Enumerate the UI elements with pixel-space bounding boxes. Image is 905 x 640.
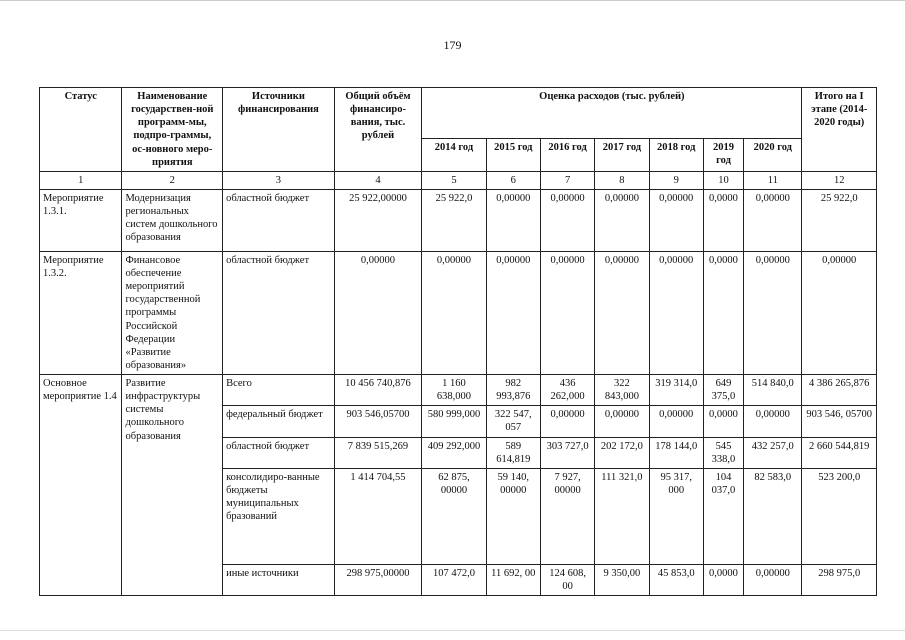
- group-status: Основное мероприятие 1.4: [40, 375, 122, 596]
- header-status: Статус: [40, 88, 122, 172]
- row-y2014: 1 160 638,000: [422, 375, 486, 406]
- row-source: Всего: [223, 375, 335, 406]
- row-y2016: 7 927, 00000: [540, 468, 594, 564]
- col-number: 10: [703, 171, 743, 189]
- row-name: Модернизация региональных систем дошкольного образования: [122, 189, 223, 251]
- row-y2017: 202 172,0: [595, 437, 649, 468]
- row-y2018: 319 314,0: [649, 375, 703, 406]
- row-total: 10 456 740,876: [334, 375, 422, 406]
- row-source: иные источники: [223, 564, 335, 595]
- header-stage: Итого на I этапе (2014-2020 годы): [802, 88, 877, 172]
- financing-table: [39, 87, 877, 596]
- header-year: 2017 год: [595, 139, 649, 172]
- scan-bottom-edge: [0, 630, 905, 631]
- row-total: 903 546,05700: [334, 406, 422, 437]
- row-y2016: 0,00000: [540, 406, 594, 437]
- row-y2016: 436 262,000: [540, 375, 594, 406]
- header-year: 2015 год: [486, 139, 540, 172]
- header-row-1: [40, 88, 877, 139]
- row-y2019: 0,0000: [703, 189, 743, 251]
- row-y2017: 9 350,00: [595, 564, 649, 595]
- row-y2015: 59 140, 00000: [486, 468, 540, 564]
- header-year: 2020 год: [744, 139, 802, 172]
- row-y2015: 982 993,876: [486, 375, 540, 406]
- row-y2016: 124 608, 00: [540, 564, 594, 595]
- table-row: [40, 189, 877, 251]
- header-year: 2014 год: [422, 139, 486, 172]
- row-total: 25 922,00000: [334, 189, 422, 251]
- col-number: 4: [334, 171, 422, 189]
- row-y2020: 432 257,0: [744, 437, 802, 468]
- row-y2018: 0,00000: [649, 189, 703, 251]
- row-stage: 2 660 544,819: [802, 437, 877, 468]
- row-y2015: 322 547, 057: [486, 406, 540, 437]
- row-source: областной бюджет: [223, 251, 335, 374]
- col-number: 12: [802, 171, 877, 189]
- row-y2020: 0,00000: [744, 564, 802, 595]
- row-y2017: 0,00000: [595, 189, 649, 251]
- header-total: Общий объём финансиро-вания, тыс. рублей: [334, 88, 422, 172]
- row-status: Мероприятие 1.3.1.: [40, 189, 122, 251]
- row-y2018: 0,00000: [649, 406, 703, 437]
- col-number: 11: [744, 171, 802, 189]
- row-total: 298 975,00000: [334, 564, 422, 595]
- row-y2018: 0,00000: [649, 251, 703, 374]
- header-year: 2018 год: [649, 139, 703, 172]
- header-year: 2016 год: [540, 139, 594, 172]
- row-y2016: 0,00000: [540, 189, 594, 251]
- col-number: 6: [486, 171, 540, 189]
- row-y2014: 25 922,0: [422, 189, 486, 251]
- row-stage: 0,00000: [802, 251, 877, 374]
- col-number: 2: [122, 171, 223, 189]
- col-number: 5: [422, 171, 486, 189]
- col-number: 3: [223, 171, 335, 189]
- row-stage: 298 975,0: [802, 564, 877, 595]
- col-number: 8: [595, 171, 649, 189]
- row-y2019: 0,0000: [703, 406, 743, 437]
- row-y2019: 0,0000: [703, 564, 743, 595]
- row-y2018: 178 144,0: [649, 437, 703, 468]
- row-y2020: 0,00000: [744, 189, 802, 251]
- row-y2015: 589 614,819: [486, 437, 540, 468]
- row-y2014: 0,00000: [422, 251, 486, 374]
- col-number: 1: [40, 171, 122, 189]
- row-y2019: 649 375,0: [703, 375, 743, 406]
- row-y2014: 107 472,0: [422, 564, 486, 595]
- row-y2019: 104 037,0: [703, 468, 743, 564]
- row-y2014: 580 999,000: [422, 406, 486, 437]
- row-total: 7 839 515,269: [334, 437, 422, 468]
- header-sources: Источники финансирования: [223, 88, 335, 172]
- row-y2015: 0,00000: [486, 189, 540, 251]
- row-status: Мероприятие 1.3.2.: [40, 251, 122, 374]
- page-number: 179: [443, 38, 462, 52]
- row-source: областной бюджет: [223, 437, 335, 468]
- row-source: областной бюджет: [223, 189, 335, 251]
- row-y2015: 11 692, 00: [486, 564, 540, 595]
- table-row: [40, 375, 877, 406]
- row-y2019: 0,0000: [703, 251, 743, 374]
- row-y2016: 303 727,0: [540, 437, 594, 468]
- row-y2020: 514 840,0: [744, 375, 802, 406]
- group-name: Развитие инфраструктуры системы дошкольного образования: [122, 375, 223, 596]
- row-total: 1 414 704,55: [334, 468, 422, 564]
- column-number-row: [40, 171, 877, 189]
- header-estimate: Оценка расходов (тыс. рублей): [422, 88, 802, 139]
- row-y2017: 322 843,000: [595, 375, 649, 406]
- row-y2014: 62 875, 00000: [422, 468, 486, 564]
- row-y2016: 0,00000: [540, 251, 594, 374]
- row-y2017: 111 321,0: [595, 468, 649, 564]
- row-source: федеральный бюджет: [223, 406, 335, 437]
- row-y2018: 45 853,0: [649, 564, 703, 595]
- row-y2017: 0,00000: [595, 406, 649, 437]
- row-y2020: 0,00000: [744, 406, 802, 437]
- row-y2017: 0,00000: [595, 251, 649, 374]
- row-y2019: 545 338,0: [703, 437, 743, 468]
- row-stage: 4 386 265,876: [802, 375, 877, 406]
- row-y2020: 0,00000: [744, 251, 802, 374]
- header-name: Наименование государствен-ной программ-мы, подпро-граммы, ос-новного меро-приятия: [122, 88, 223, 172]
- row-y2014: 409 292,000: [422, 437, 486, 468]
- table-row: [40, 251, 877, 374]
- row-total: 0,00000: [334, 251, 422, 374]
- row-name: Финансовое обеспечение мероприятий государственной программы Российской Федерации «Развитие образования»: [122, 251, 223, 374]
- col-number: 7: [540, 171, 594, 189]
- scan-top-edge: [0, 0, 905, 11]
- row-stage: 903 546, 05700: [802, 406, 877, 437]
- row-y2020: 82 583,0: [744, 468, 802, 564]
- row-y2015: 0,00000: [486, 251, 540, 374]
- row-stage: 523 200,0: [802, 468, 877, 564]
- row-source: консолидиро-ванные бюджеты муниципальных бразований: [223, 468, 335, 564]
- row-y2018: 95 317, 000: [649, 468, 703, 564]
- row-stage: 25 922,0: [802, 189, 877, 251]
- header-year: 2019 год: [703, 139, 743, 172]
- col-number: 9: [649, 171, 703, 189]
